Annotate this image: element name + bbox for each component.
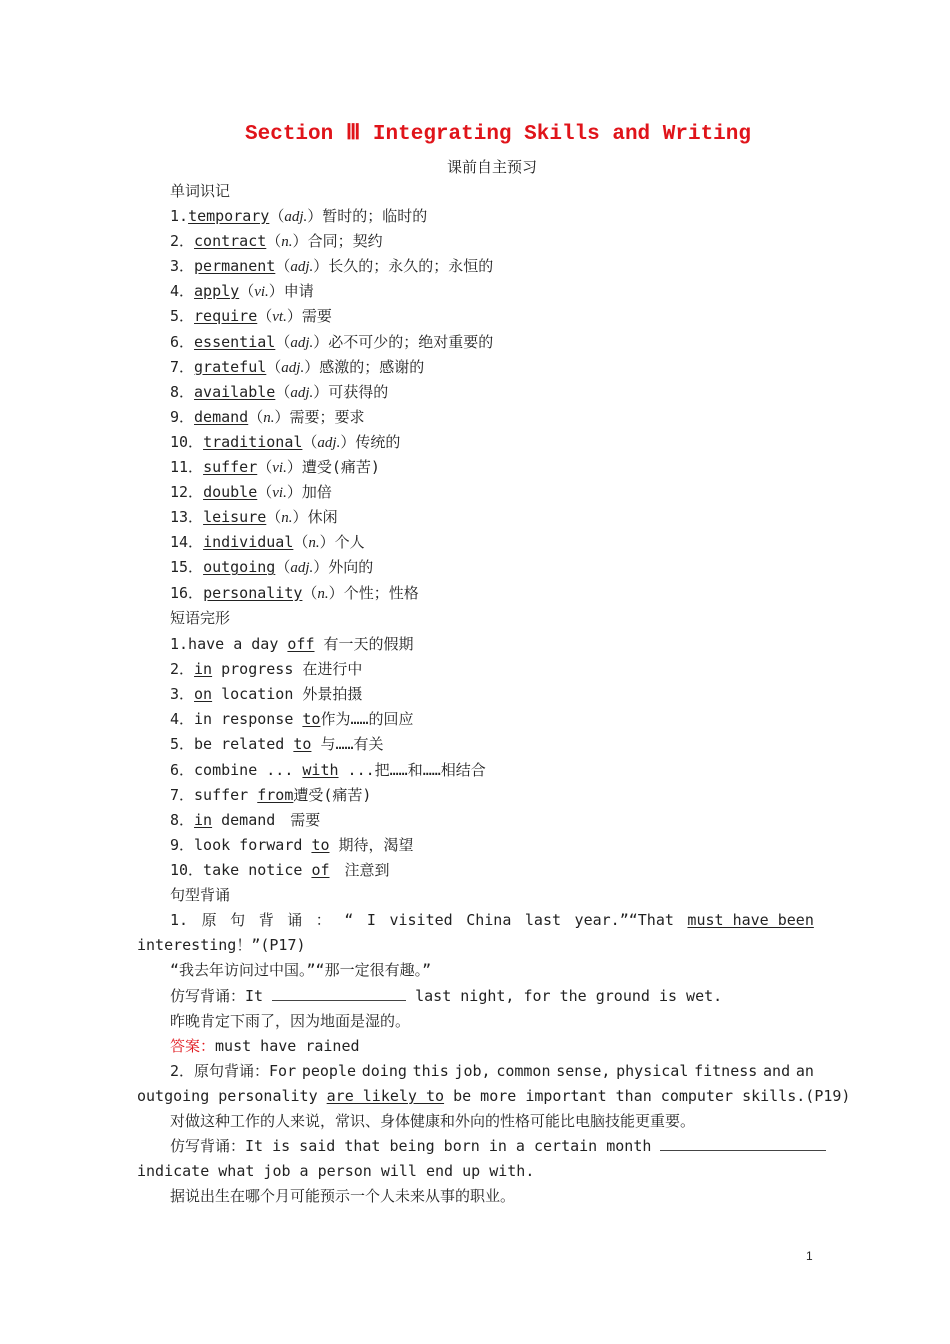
vocab-pos: n. bbox=[263, 409, 275, 426]
vocab-number: 3． bbox=[170, 257, 195, 276]
phrase-pre: 4．in response bbox=[170, 710, 303, 729]
vocab-meaning: 申请 bbox=[283, 282, 314, 301]
vocab-pos: vi. bbox=[254, 284, 269, 301]
sentence-token: this bbox=[412, 1062, 449, 1080]
phrase-answer: from bbox=[257, 785, 294, 804]
sentence-token: year.”“That bbox=[574, 911, 674, 929]
phrase-post: 有一天的假期 bbox=[314, 635, 414, 653]
phrase-item bbox=[170, 860, 390, 880]
vocab-meaning: 合同；契约 bbox=[307, 232, 383, 251]
phrase-answer: to bbox=[311, 835, 330, 854]
vocab-item: 12．double（vi.）加倍 bbox=[170, 483, 332, 502]
phrase-answer: of bbox=[311, 860, 330, 879]
vocab-number: 9． bbox=[170, 407, 195, 426]
vocab-item: 10．traditional（adj.）传统的 bbox=[170, 432, 401, 451]
vocab-meaning: 需要 bbox=[301, 307, 332, 326]
sentences-heading: 句型背诵 bbox=[170, 886, 231, 904]
vocab-item: 5．require（vt.）需要 bbox=[170, 307, 332, 326]
vocab-meaning: 长久的；永久的；永恒的 bbox=[328, 257, 494, 276]
vocab-pos: adj. bbox=[284, 209, 308, 225]
phrase-pre: 2． bbox=[170, 660, 195, 679]
phrase-post: 遭受(痛苦) bbox=[293, 785, 372, 804]
sentence-token: last bbox=[524, 911, 562, 929]
phrase-post: 注意到 bbox=[329, 860, 390, 879]
vocab-word: suffer bbox=[203, 458, 258, 476]
phrase-item bbox=[170, 760, 486, 780]
vocab-pos: adj. bbox=[290, 384, 314, 401]
sentence-token: China bbox=[466, 911, 512, 929]
phrase-item bbox=[170, 659, 362, 679]
vocab-number: 13． bbox=[170, 508, 204, 527]
vocab-number: 7． bbox=[170, 357, 195, 376]
vocab-item: 6．essential（adj.）必不可少的；绝对重要的 bbox=[170, 332, 494, 351]
vocab-pos: vi. bbox=[272, 485, 287, 502]
vocab-meaning: 感激的；感谢的 bbox=[319, 357, 425, 376]
vocab-number: 5． bbox=[170, 307, 195, 326]
phrase-answer: to bbox=[293, 735, 312, 754]
vocab-pos: vt. bbox=[272, 309, 287, 326]
vocab-pos: n. bbox=[317, 585, 329, 602]
vocab-item: 7．grateful（adj.）感激的；感谢的 bbox=[170, 357, 425, 376]
sentence-token: 句 bbox=[230, 911, 246, 929]
phrase-post: location 外景拍摄 bbox=[212, 685, 363, 704]
vocab-pos: n. bbox=[308, 535, 320, 552]
sentence1-original bbox=[170, 910, 814, 930]
phrase-pre: 9．look forward bbox=[170, 835, 312, 854]
sentence-token: people bbox=[301, 1062, 357, 1080]
phrase-answer: in bbox=[194, 660, 213, 679]
vocab-pos: n. bbox=[281, 234, 293, 251]
vocab-word: personality bbox=[203, 583, 303, 602]
vocab-number: 1. bbox=[170, 207, 189, 225]
phrase-item bbox=[170, 709, 414, 729]
vocab-item: 8．available（adj.）可获得的 bbox=[170, 382, 389, 401]
sentence-token: physical bbox=[616, 1062, 689, 1080]
vocab-number: 12． bbox=[170, 483, 204, 502]
answer-text: must have rained bbox=[215, 1037, 360, 1055]
sentence2-practice-pre: 仿写背诵：It is said that being born in a certain month bbox=[170, 1137, 661, 1155]
section-title: Section Ⅲ Integrating Skills and Writing bbox=[245, 123, 751, 146]
phrase-post: 作为……的回应 bbox=[320, 710, 414, 729]
phrase-pre: 1.have a day bbox=[170, 635, 288, 653]
phrase-item bbox=[170, 684, 362, 704]
phrase-post: progress 在进行中 bbox=[212, 660, 363, 679]
sentence1-original-cont: interesting！”(P17) bbox=[137, 936, 306, 954]
vocab-pos: n. bbox=[281, 510, 293, 527]
vocab-number: 11． bbox=[170, 458, 204, 476]
vocab-item: 1.temporary（adj.）暂时的；临时的 bbox=[170, 207, 428, 225]
vocab-number: 8． bbox=[170, 382, 195, 401]
sentence1-answer: must have been bbox=[687, 911, 814, 929]
section-subtitle: 课前自主预习 bbox=[446, 158, 537, 176]
sentence1-practice bbox=[170, 986, 722, 1006]
vocab-meaning: 遭受(痛苦) bbox=[301, 458, 380, 476]
vocab-word: traditional bbox=[203, 432, 303, 451]
vocab-number: 6． bbox=[170, 332, 195, 351]
sentence-token: 原 bbox=[201, 911, 217, 929]
page-number: 1 bbox=[806, 1249, 813, 1263]
sentence2-practice bbox=[170, 1136, 826, 1156]
vocab-number: 15． bbox=[170, 558, 204, 577]
vocab-word: require bbox=[194, 307, 258, 326]
vocab-word: leisure bbox=[203, 508, 267, 527]
vocab-pos: adj. bbox=[290, 334, 314, 351]
phrase-answer: off bbox=[287, 635, 315, 653]
sentence1-practice-pre: 仿写背诵：It bbox=[170, 987, 273, 1005]
vocab-word: contract bbox=[194, 232, 267, 251]
phrase-item bbox=[170, 810, 320, 830]
phrase-item bbox=[170, 835, 414, 855]
phrase-pre: 5．be related bbox=[170, 735, 294, 754]
vocab-item: 13．leisure（n.）休闲 bbox=[170, 508, 338, 527]
vocab-meaning: 外向的 bbox=[328, 558, 374, 577]
vocab-meaning: 暂时的；临时的 bbox=[322, 207, 428, 225]
phrase-pre: 8． bbox=[170, 810, 195, 829]
vocab-word: grateful bbox=[194, 357, 267, 376]
sentence-token: 1. bbox=[170, 911, 189, 929]
vocab-item: 2．contract（n.）合同；契约 bbox=[170, 232, 383, 251]
vocab-item: 9．demand（n.）需要；要求 bbox=[170, 407, 365, 426]
vocab-item: 15．outgoing（adj.）外向的 bbox=[170, 558, 374, 577]
vocab-meaning: 休闲 bbox=[307, 508, 338, 527]
vocab-word: available bbox=[194, 382, 276, 401]
phrase-pre: 10．take notice bbox=[170, 860, 312, 879]
sentence-token: an bbox=[795, 1062, 814, 1080]
sentence-token: common bbox=[496, 1062, 551, 1080]
vocab-number: 2． bbox=[170, 232, 195, 251]
phrases-heading: 短语完形 bbox=[170, 609, 231, 627]
vocab-pos: vi. bbox=[272, 460, 287, 476]
vocab-word: essential bbox=[194, 332, 276, 351]
sentence1-answer bbox=[170, 1036, 360, 1056]
sentence-token: fitness bbox=[694, 1062, 758, 1080]
vocab-pos: adj. bbox=[281, 359, 305, 376]
vocab-meaning: 需要；要求 bbox=[289, 407, 365, 426]
vocab-item: 4．apply（vi.）申请 bbox=[170, 282, 314, 301]
phrase-post: ...把……和……相结合 bbox=[338, 760, 486, 779]
vocab-number: 16． bbox=[170, 583, 204, 602]
sentence-token: 诵 bbox=[287, 911, 303, 929]
phrase-answer: on bbox=[194, 685, 213, 704]
vocab-word: permanent bbox=[194, 257, 276, 276]
sentence1-blank bbox=[272, 986, 406, 1001]
vocab-number: 14． bbox=[170, 533, 204, 552]
vocab-item: 16．personality（n.）个性；性格 bbox=[170, 583, 419, 602]
phrase-pre: 3． bbox=[170, 685, 195, 704]
phrase-post: 期待，渴望 bbox=[329, 835, 414, 854]
phrase-item bbox=[170, 634, 414, 654]
phrase-answer: in bbox=[194, 810, 213, 829]
sentence2-answer: are likely to bbox=[326, 1087, 445, 1105]
sentence2-original bbox=[170, 1061, 814, 1081]
vocab-pos: adj. bbox=[290, 560, 314, 577]
sentence-token: I bbox=[366, 911, 376, 929]
sentence-token: ： bbox=[315, 911, 331, 929]
sentence-token: visited bbox=[389, 911, 453, 929]
vocab-item: 3．permanent（adj.）长久的；永久的；永恒的 bbox=[170, 257, 494, 276]
vocab-word: individual bbox=[203, 533, 294, 552]
phrase-item bbox=[170, 785, 371, 805]
vocab-word: temporary bbox=[188, 207, 270, 225]
vocab-pos: adj. bbox=[317, 434, 341, 451]
phrase-post: 与……有关 bbox=[311, 735, 384, 754]
vocab-item: 14．individual（n.）个人 bbox=[170, 533, 365, 552]
vocab-meaning: 可获得的 bbox=[328, 382, 389, 401]
vocab-item: 11．suffer（vi.）遭受(痛苦) bbox=[170, 458, 380, 476]
vocab-meaning: 必不可少的；绝对重要的 bbox=[328, 332, 494, 351]
sentence-token: and bbox=[763, 1062, 791, 1080]
sentence-token: 2．原句背诵：For bbox=[170, 1062, 297, 1080]
phrase-answer: to bbox=[302, 710, 321, 729]
vocab-meaning: 加倍 bbox=[301, 483, 332, 502]
sentence1-practice-post: last night, for the ground is wet. bbox=[406, 987, 723, 1005]
sentence-token: “ bbox=[344, 911, 354, 929]
vocab-meaning: 个性；性格 bbox=[343, 583, 419, 602]
vocab-word: demand bbox=[194, 407, 249, 426]
vocab-meaning: 传统的 bbox=[355, 432, 401, 451]
vocab-word: outgoing bbox=[203, 558, 276, 577]
vocab-word: apply bbox=[194, 282, 240, 301]
vocab-meaning: 个人 bbox=[334, 533, 365, 552]
answer-label: 答案： bbox=[170, 1037, 216, 1055]
vocab-pos: adj. bbox=[290, 259, 314, 276]
phrase-post: demand 需要 bbox=[212, 810, 321, 829]
sentence2-original-cont bbox=[137, 1086, 850, 1106]
vocab-word: double bbox=[203, 483, 258, 502]
vocab-number: 4． bbox=[170, 282, 195, 301]
sentence-token: doing bbox=[361, 1062, 407, 1080]
sentence1-translation: “我去年访问过中国。”“那一定很有趣。” bbox=[170, 961, 432, 979]
phrase-pre: 6．combine ... bbox=[170, 760, 303, 779]
phrase-pre: 7．suffer bbox=[170, 785, 258, 804]
sentence-token: 背 bbox=[258, 911, 274, 929]
sentence-token: job, bbox=[454, 1062, 491, 1080]
sentence2-blank bbox=[660, 1136, 826, 1151]
sentence2-post: be more important than computer skills.(P19) bbox=[444, 1087, 851, 1105]
sentence-token: sense, bbox=[556, 1062, 611, 1080]
phrase-answer: with bbox=[302, 760, 339, 779]
sentence2-practice-cont: indicate what job a person will end up with. bbox=[137, 1162, 535, 1180]
phrase-item bbox=[170, 734, 384, 754]
vocab-number: 10． bbox=[170, 432, 204, 451]
sentence1-practice-translation: 昨晚肯定下雨了，因为地面是湿的。 bbox=[170, 1012, 411, 1030]
vocab-heading: 单词识记 bbox=[170, 182, 231, 200]
sentence2-practice-translation: 据说出生在哪个月可能预示一个人未来从事的职业。 bbox=[170, 1187, 516, 1205]
sentence2-translation: 对做这种工作的人来说，常识、身体健康和外向的性格可能比电脑技能更重要。 bbox=[170, 1112, 696, 1130]
sentence2-pre: outgoing personality bbox=[137, 1087, 327, 1105]
